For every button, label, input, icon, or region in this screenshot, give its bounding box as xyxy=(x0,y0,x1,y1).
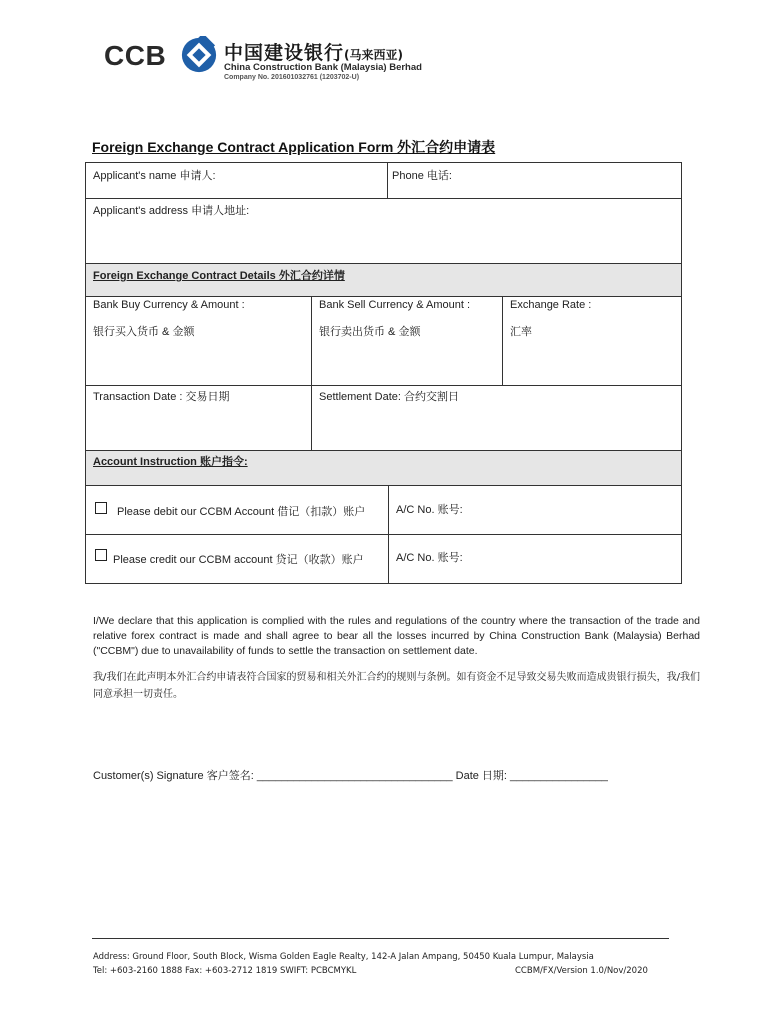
signature-line: Customer(s) Signature 客户签名: ________________________________ Date 日期: ________________ xyxy=(93,770,608,782)
contract-details-heading-row xyxy=(85,263,682,297)
bank-buy-field[interactable] xyxy=(85,296,312,386)
bank-sell-field[interactable] xyxy=(311,296,503,386)
settlement-date-label: Settlement Date: 合约交割日 xyxy=(319,391,459,403)
contract-details-heading: Foreign Exchange Contract Details 外汇合约详情 xyxy=(93,270,345,282)
phone-label: Phone 电话: xyxy=(392,170,452,182)
credit-checkbox[interactable] xyxy=(95,549,107,561)
bank-sell-label-cn: 银行卖出货币 & 金额 xyxy=(319,326,421,338)
logo-chinese-name: 中国建设银行(马来西亚) xyxy=(224,42,403,64)
debit-label: Please debit our CCBM Account 借记（扣款）账户 xyxy=(117,506,366,518)
footer-version: CCBM/FX/Version 1.0/Nov/2020 xyxy=(515,966,648,976)
credit-option-cell xyxy=(85,534,389,584)
applicant-name-field[interactable] xyxy=(85,162,388,199)
bank-buy-label-cn: 银行买入货币 & 金额 xyxy=(93,326,195,338)
debit-option-cell xyxy=(85,485,389,535)
transaction-date-field[interactable] xyxy=(85,385,312,451)
declaration-chinese: 我/我们在此声明本外汇合约申请表符合国家的贸易和相关外汇合约的规则与条例。如有资金不足导致交易失败而造成贵银行损失，我/我们同意承担一切责任。 xyxy=(93,672,700,700)
footer-contact: Tel: +603-2160 1888 Fax: +603-2712 1819 SWIFT: PCBCMYKL xyxy=(93,966,357,976)
exchange-rate-field[interactable] xyxy=(502,296,682,386)
phone-field[interactable] xyxy=(387,162,682,199)
account-instruction-heading-row xyxy=(85,450,682,486)
debit-checkbox[interactable] xyxy=(95,502,107,514)
bank-buy-label: Bank Buy Currency & Amount : xyxy=(93,299,245,311)
exchange-rate-label-cn: 汇率 xyxy=(510,326,532,338)
applicant-name-label: Applicant's name 申请人: xyxy=(93,170,216,182)
bank-sell-label: Bank Sell Currency & Amount : xyxy=(319,299,471,311)
debit-account-field[interactable] xyxy=(388,485,682,535)
footer-address: Address: Ground Floor, South Block, Wisma Golden Eagle Realty, 142-A Jalan Ampang, 50450 Kuala Lumpur, Malaysia xyxy=(93,952,594,962)
applicant-address-label: Applicant's address 申请人地址: xyxy=(93,205,250,217)
credit-ac-label: A/C No. 账号: xyxy=(396,552,463,564)
company-number: Company No. 201601032761 (1203702-U) xyxy=(224,74,360,81)
form-title: Foreign Exchange Contract Application Form 外汇合约申请表 xyxy=(92,139,496,155)
ccb-emblem-icon xyxy=(180,36,218,74)
logo-chinese-subtitle: (马来西亚) xyxy=(344,48,403,62)
logo-ccb-text: CCB xyxy=(104,40,167,71)
credit-label: Please credit our CCBM account 贷记（收款）账户 xyxy=(113,554,364,566)
footer-divider xyxy=(92,938,669,939)
exchange-rate-label: Exchange Rate : xyxy=(510,299,592,311)
logo-english-name: China Construction Bank (Malaysia) Berhad xyxy=(224,62,422,73)
debit-ac-label: A/C No. 账号: xyxy=(396,504,463,516)
account-instruction-heading: Account Instruction 账户指令: xyxy=(93,456,248,468)
declaration-english: I/We declare that this application is complied with the rules and regulations of the country where the transaction of the trade and relative forex contract is made and shall agree to bear all the losses incurred by China Construction Bank (Malaysia) Berhad ("CCBM") due to unavailability of funds to settle the transaction on settlement date. xyxy=(93,615,700,657)
credit-account-field[interactable] xyxy=(388,534,682,584)
settlement-date-field[interactable] xyxy=(311,385,682,451)
transaction-date-label: Transaction Date : 交易日期 xyxy=(93,391,230,403)
applicant-address-field[interactable] xyxy=(85,198,682,264)
